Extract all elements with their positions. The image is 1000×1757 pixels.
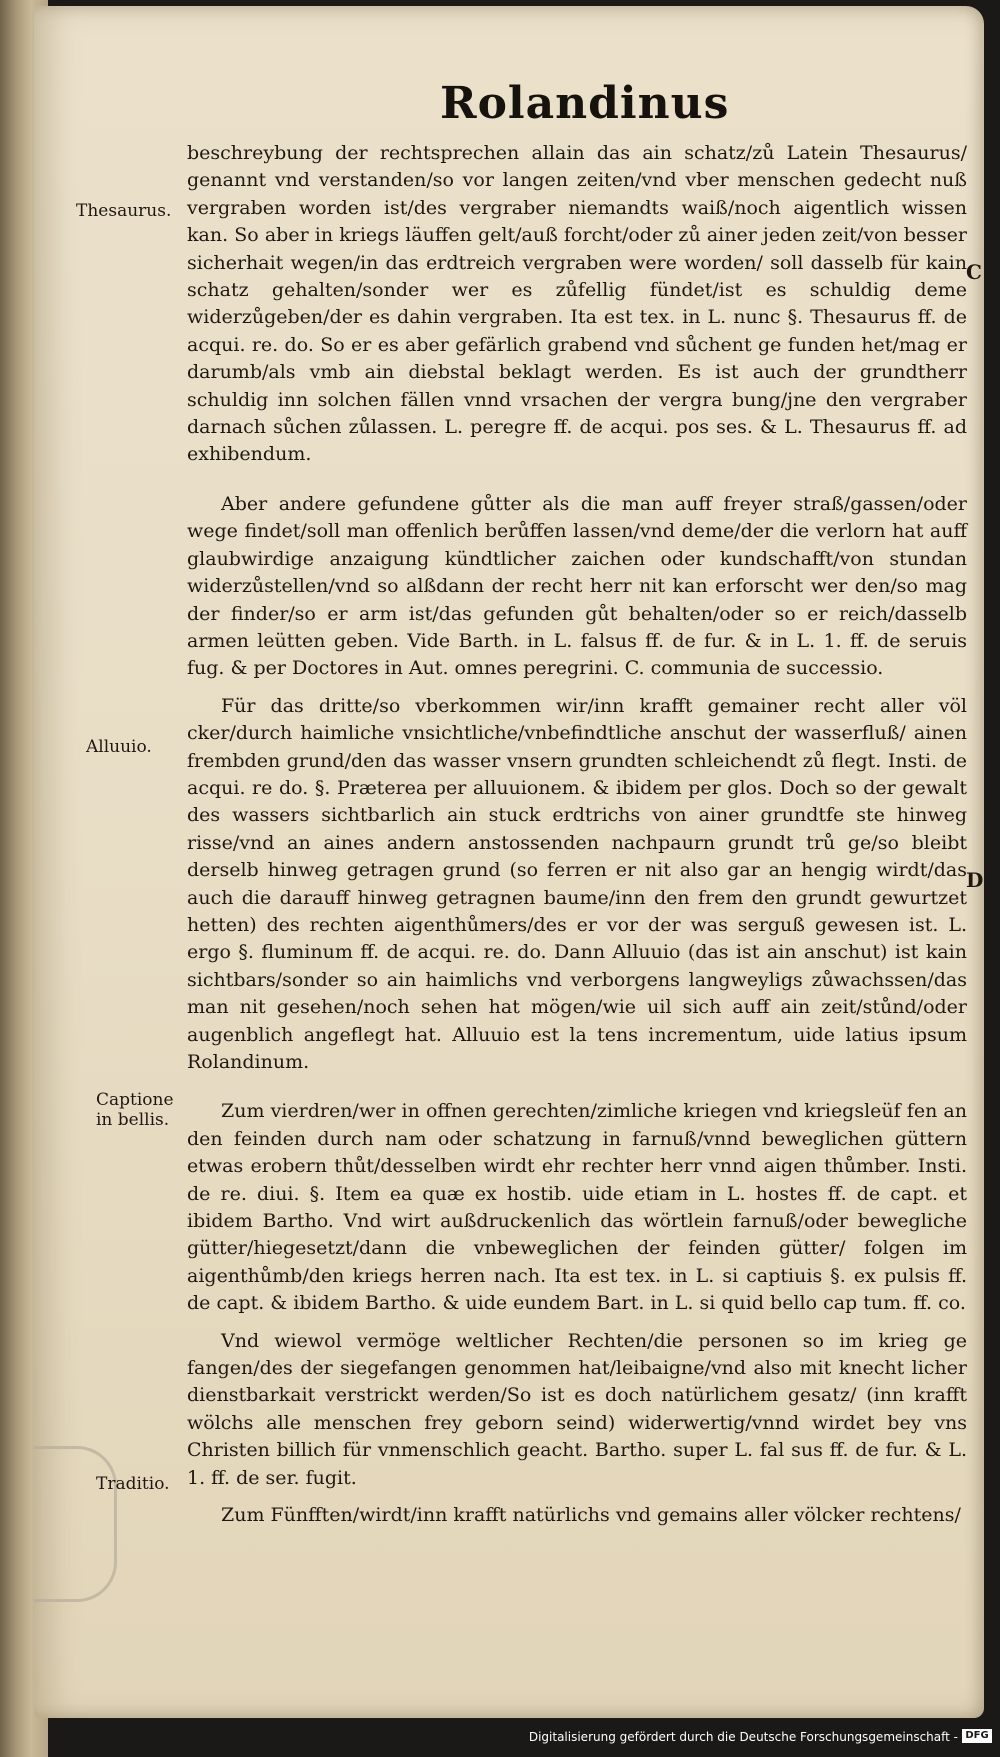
section-letter-d: D (966, 868, 984, 892)
paper-clip-mark (34, 1446, 117, 1602)
margin-note-traditio: Traditio. (96, 1474, 170, 1494)
paragraph-thesaurus: beschreybung der rechtsprechen allain das ain schatz/zů Latein Thesaurus/ genannt vnd verstanden/so vor langen zeiten/vnd vber menschen gedecht nuß vergraben worden ist/des vergraber niemandts waiß/noch aigentlich wissen kan. So aber in kriegs läuffen gelt/auß forcht/oder zů ainer jeden zeit/von besser sicherhait wegen/in das erdtreich vergraben were worden/ soll dasselb für kain schatz gehalten/sonder wer es zůfellig fündet/ist es schuldig deme widerzůgeben/der es dahin vergraben. Ita est tex. in L. nunc §. Thesaurus ff. de acqui. re. do. So er es aber gefärlich grabend vnd sůchent ge funden het/mag er darumb/als vmb ain diebstal beklagt werden. Es ist auch der grundtherr schuldig inn solchen fällen vnnd vrsachen der vergra bung/jne den vergraber darnach sůchen zůlassen. L. peregre ff. de acqui. pos ses. & L. Thesaurus ff. ad exhibendum. (187, 142, 967, 466)
body-text (187, 140, 967, 1540)
paragraph-alluvio: Für das dritte/so vberkommen wir/inn krafft gemainer recht aller völ cker/durch haimliche vnsichtliche/vnbefindtliche anschut der wasserfluß/ ainen frembden grund/den das wasser vnsern grundten schleichendt zů flegt. Insti. de acqui. re do. §. Præterea per alluuionem. & ibidem per glos. Doch so der gewalt des wassers sichtbarlich ain stuck erdtrichs von ainer grundtfe ste hinweg risse/vnd an aines andern anstossenden nachpaurn grundt trů ge/so bleibt derselb hinweg getragen grund (so ferren er nit also gar an hengig wirdt/das auch die darauff hinweg getragnen baume/inn den frem den grundt gewurtzet hetten) des rechten aigenthůmers/des er vor der was serguß gewesen ist. L. ergo §. fluminum ff. de acqui. re. do. Dann Alluuio (das ist ain anschut) ist kain sichtbars/sonder so ain haimlichs vnd verborgens langweyligs zůwachssen/das man nit gesehen/noch sehen hat mögen/wie uil sich auff ain zeit/stůnd/oder augenblich angeflegt hat. Alluuio est la tens incrementum, uide latius ipsum Rolandinum. (187, 694, 967, 1073)
paragraph-traditio: Zum Fünfften/wirdt/inn krafft natürlichs vnd gemains aller völcker rechtens/ (221, 1504, 961, 1527)
paragraph-prisoners: Vnd wiewol vermöge weltlicher Rechten/die personen so im krieg ge fangen/des der siegefangen genommen hat/leibaigne/vnd also mit knecht licher dienstbarkait verstrickt werden/So ist es doch natürlichem gesatz/ (inn krafft wölchs alle menschen frey geborn seind) widerwertig/vnnd wirdet bey vns Christen billich für vnmenschlich geacht. Bartho. super L. fal sus ff. de fur. & L. 1. ff. de ser. fugit. (187, 1329, 967, 1489)
footer-credit: Digitalisierung gefördert durch die Deutsche Forschungsgemeinschaft - (528, 1730, 958, 1744)
margin-note-thesaurus: Thesaurus. (76, 201, 172, 221)
paragraph-war-capture: Zum vierdren/wer in offnen gerechten/zimliche kriegen vnd kriegsleüf fen an den feinden durch nam oder schatzung in farnuß/vnnd beweglichen güttern etwas erobern thůt/desselben wirdt ehr rechter herr vnnd aigen thůmber. Insti. de re. diui. §. Item ea quæ ex hostib. uide etiam in L. hostes ff. de capt. et ibidem Bartho. Vnd wirt außdruckenlich das wörtlein farnuß/oder bewegliche gütter/hiegesetzt/dann die vnbeweglichen der feinden gütter/ folgen im aigenthůmb/den kriegs herren nach. Ita est tex. in L. si captiuis §. ex pulsis ff. de capt. & ibidem Bartho. & uide eundem Bart. in L. si quid bello cap tum. ff. co. (187, 1100, 967, 1315)
dfg-logo: DFG (962, 1729, 992, 1743)
running-title: Rolandinus (440, 78, 730, 129)
footer-bar (0, 1722, 1000, 1757)
margin-note-captione-in-bellis: Captione in bellis. (96, 1090, 174, 1130)
margin-note-alluuio: Alluuio. (86, 737, 152, 757)
section-letter-c: C (966, 260, 982, 284)
paragraph-found-goods: Aber andere gefundene gůtter als die man auff freyer straß/gassen/oder wege findet/soll man offenlich berůffen lassen/vnd deme/der die verlorn hat auff glaubwirdige anzaigung kündtlicher zaichen oder kundschafft/von stundan widerzůstellen/vnd so alßdann der recht herr nit kan erforscht wer den/so mag der finder/so er arm ist/das gefunden gůt behalten/oder so er reich/dasselb armen leütten geben. Vide Barth. in L. falsus ff. de fur. & in L. 1. ff. de seruis fug. & per Doctores in Aut. omnes peregrini. C. communia de successio. (187, 492, 967, 680)
